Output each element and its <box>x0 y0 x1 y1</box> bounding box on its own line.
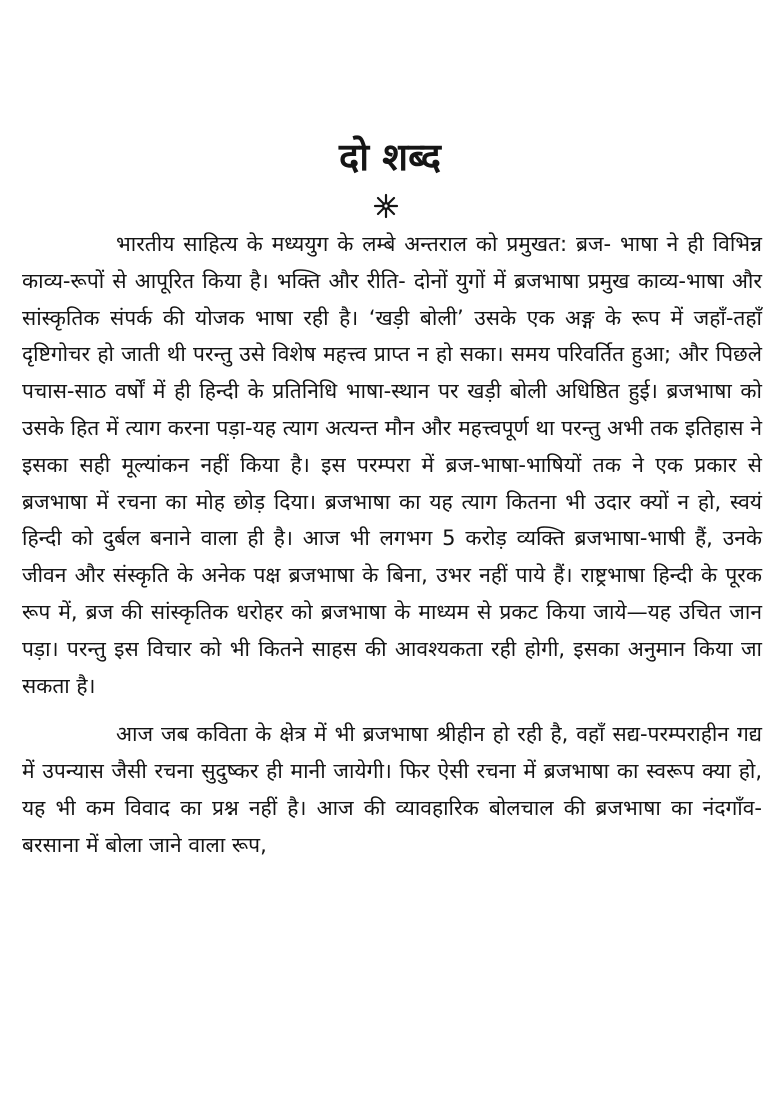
page-title: दो शब्द <box>339 135 441 179</box>
paragraph: भारतीय साहित्य के मध्ययुग के लम्बे अन्तराल को प्रमुखत: ब्रज- भाषा ने ही विभिन्न काव्य-रूपों से आपूरित किया है। भक्ति और रीति- दोनों युगों में ब्रजभाषा प्रमुख काव्य-भाषा और सांस्कृतिक संपर्क की योजक भाषा रही है। ‘खड़ी बोली’ उसके एक अङ्ग के रूप में जहाँ-तहाँ दृष्टिगोचर हो जाती थी परन्तु उसे विशेष महत्त्व प्राप्त न हो सका। समय परिवर्तित हुआ; और पिछले पचास-साठ वर्षों में ही हिन्दी के प्रतिनिधि भाषा-स्थान पर खड़ी बोली अधिष्ठित हुई। ब्रजभाषा को उसके हित में त्याग करना पड़ा-यह त्याग अत्यन्त मौन और महत्त्वपूर्ण था परन्तु अभी तक इतिहास ने इसका सही मूल्यांकन नहीं किया है। इस परम्परा में ब्रज-भाषा-भाषियों तक ने एक प्रकार से ब्रजभाषा में रचना का मोह छोड़ दिया। ब्रजभाषा का यह त्याग कितना भी उदार क्यों न हो, स्वयं हिन्दी को दुर्बल बनाने वाला ही है। आज भी लगभग 5 करोड़ व्यक्ति ब्रजभाषा-भाषी हैं, उनके जीवन और संस्कृति के अनेक पक्ष ब्रजभाषा के बिना, उभर नहीं पाये हैं। राष्ट्रभाषा हिन्दी के पूरक रूप में, ब्रज की सांस्कृतिक धरोहर को ब्रजभाषा के माध्यम से प्रकट किया जाये—यह उचित जान पड़ा। परन्तु इस विचार को भी कितने साहस की आवश्यकता रही होगी, इसका अनुमान किया जा सकता है। <box>22 232 762 698</box>
asterisk-flower-icon <box>373 193 399 219</box>
body-text <box>22 226 762 864</box>
paragraph: आज जब कविता के क्षेत्र में भी ब्रजभाषा श्रीहीन हो रही है, वहाँ सद्य-परम्पराहीन गद्य में उपन्यास जैसी रचना सुदुष्कर ही मानी जायेगी। फिर ऐसी रचना में ब्रजभाषा का स्वरूप क्या हो, यह भी कम विवाद का प्रश्न नहीं है। आज की व्यावहारिक बोलचाल की ब्रजभाषा का नंदगाँव-बरसाना में बोला जाने वाला रूप, <box>22 722 762 857</box>
